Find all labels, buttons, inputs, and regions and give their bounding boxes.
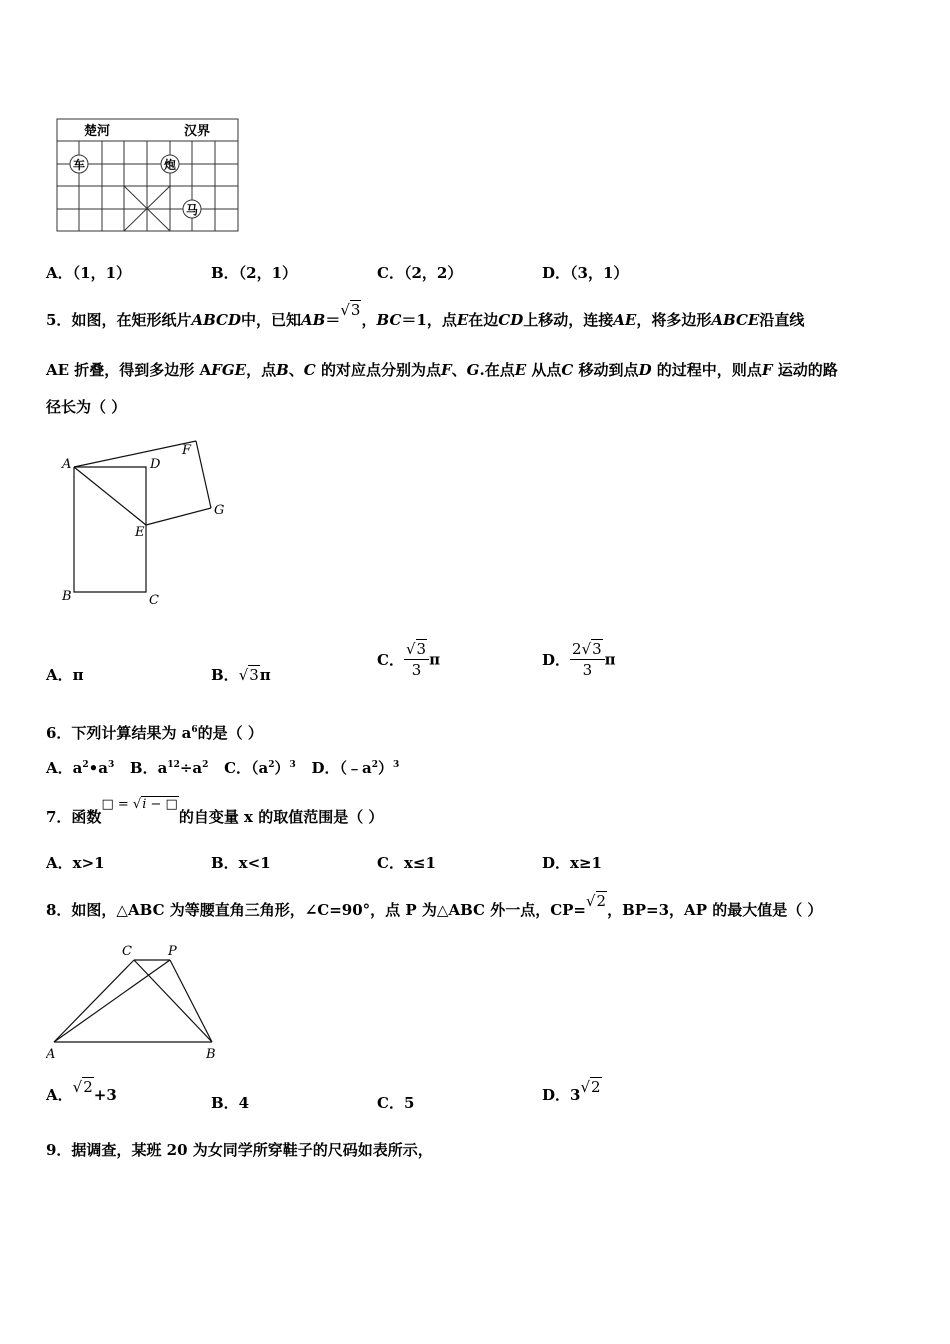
q4-option-b: B．（2，1） (211, 264, 298, 282)
q6-options (46, 757, 399, 778)
label-p: P (168, 944, 177, 959)
label-b: B (62, 589, 72, 604)
q6-option-b: B．$a^{12}\div a^2$ (129, 759, 209, 777)
chessboard-figure (56, 117, 240, 233)
q5-option-c: C． $\frac{√3}{3}$ π (377, 640, 441, 679)
label-e: E (135, 525, 145, 540)
q4-option-c: C．（2，2） (377, 264, 463, 282)
q5-stem-line1: 5．如图，在矩形纸片ABCD中，已知AB＝√3，BC＝1，点E在边CD上移动，连接AE，将多边形ABCE沿直线 (46, 301, 805, 329)
q8-option-c: C．5 (377, 1094, 415, 1112)
q7-option-a: A．x>1 (46, 854, 105, 872)
q7-option-d: D．x≥1 (542, 854, 602, 872)
river-left-label: 楚河 (84, 124, 111, 139)
q8-option-d: D．3√2 (542, 1078, 601, 1104)
q9-stem: 9．据调查，某班 20 为女同学所穿鞋子的尺码如表所示， (46, 1141, 433, 1159)
q4-option-a: A．（1，1） (46, 264, 132, 282)
q6-stem: 6．下列计算结果为 $a^6$的是（ ） (46, 724, 263, 742)
label-a: A (46, 1047, 56, 1062)
label-c: C (122, 944, 132, 959)
q7-option-b: B．x<1 (211, 854, 271, 872)
q7-stem: 7．函数□ = √𝑖 − □的自变量 x 的取值范围是（ ） (46, 797, 384, 826)
q5-stem-line2: AE 折叠，得到多边形 AFGE，点B、C 的对应点分别为点F、G.在点E 从点C 移动到点D 的过程中，则点F 运动的路 (46, 361, 838, 379)
q8-option-b: B．4 (211, 1094, 250, 1112)
triangle-figure (46, 940, 224, 1064)
piece-ma (183, 200, 201, 218)
label-b: B (206, 1047, 216, 1062)
river-right-label: 汉界 (184, 124, 211, 139)
q5-stem-line3: 径长为（ ） (46, 398, 127, 416)
q8-stem: 8．如图，△ABC 为等腰直角三角形，∠C=90°，点 P 为△ABC 外一点，CP=√2，BP=3，AP 的最大值是（ ） (46, 892, 823, 919)
sqrt-3: √3 (340, 301, 361, 319)
piece-pao (161, 155, 179, 173)
q5-option-a: A．π (46, 666, 84, 684)
svg-text:炮: 炮 (163, 158, 177, 172)
q6-option-c: C．$(a^2)^3$ (224, 759, 296, 777)
svg-text:马: 马 (185, 203, 199, 217)
q5-option-d: D． $\frac{2√3}{3}$ π (542, 640, 616, 679)
q7-formula-image: □ = √𝑖 − □ (101, 797, 178, 812)
label-g: G (214, 503, 225, 518)
q8-option-a: A．√2+3 (46, 1078, 117, 1104)
piece-che (70, 155, 88, 173)
q6-option-d: D．$(﹣a^2)^3$ (311, 759, 400, 777)
label-a: A (62, 457, 72, 472)
q5-option-b: B．√3π (211, 666, 271, 684)
svg-text:车: 车 (72, 158, 86, 172)
label-d: D (150, 457, 161, 472)
q7-option-c: C．x≤1 (377, 854, 436, 872)
q4-option-d: D．（3，1） (542, 264, 629, 282)
q6-option-a: A．$a^2•a^3$ (46, 759, 115, 777)
label-c: C (149, 593, 159, 608)
rectangle-fold-figure (56, 436, 232, 612)
label-f: F (182, 443, 192, 458)
